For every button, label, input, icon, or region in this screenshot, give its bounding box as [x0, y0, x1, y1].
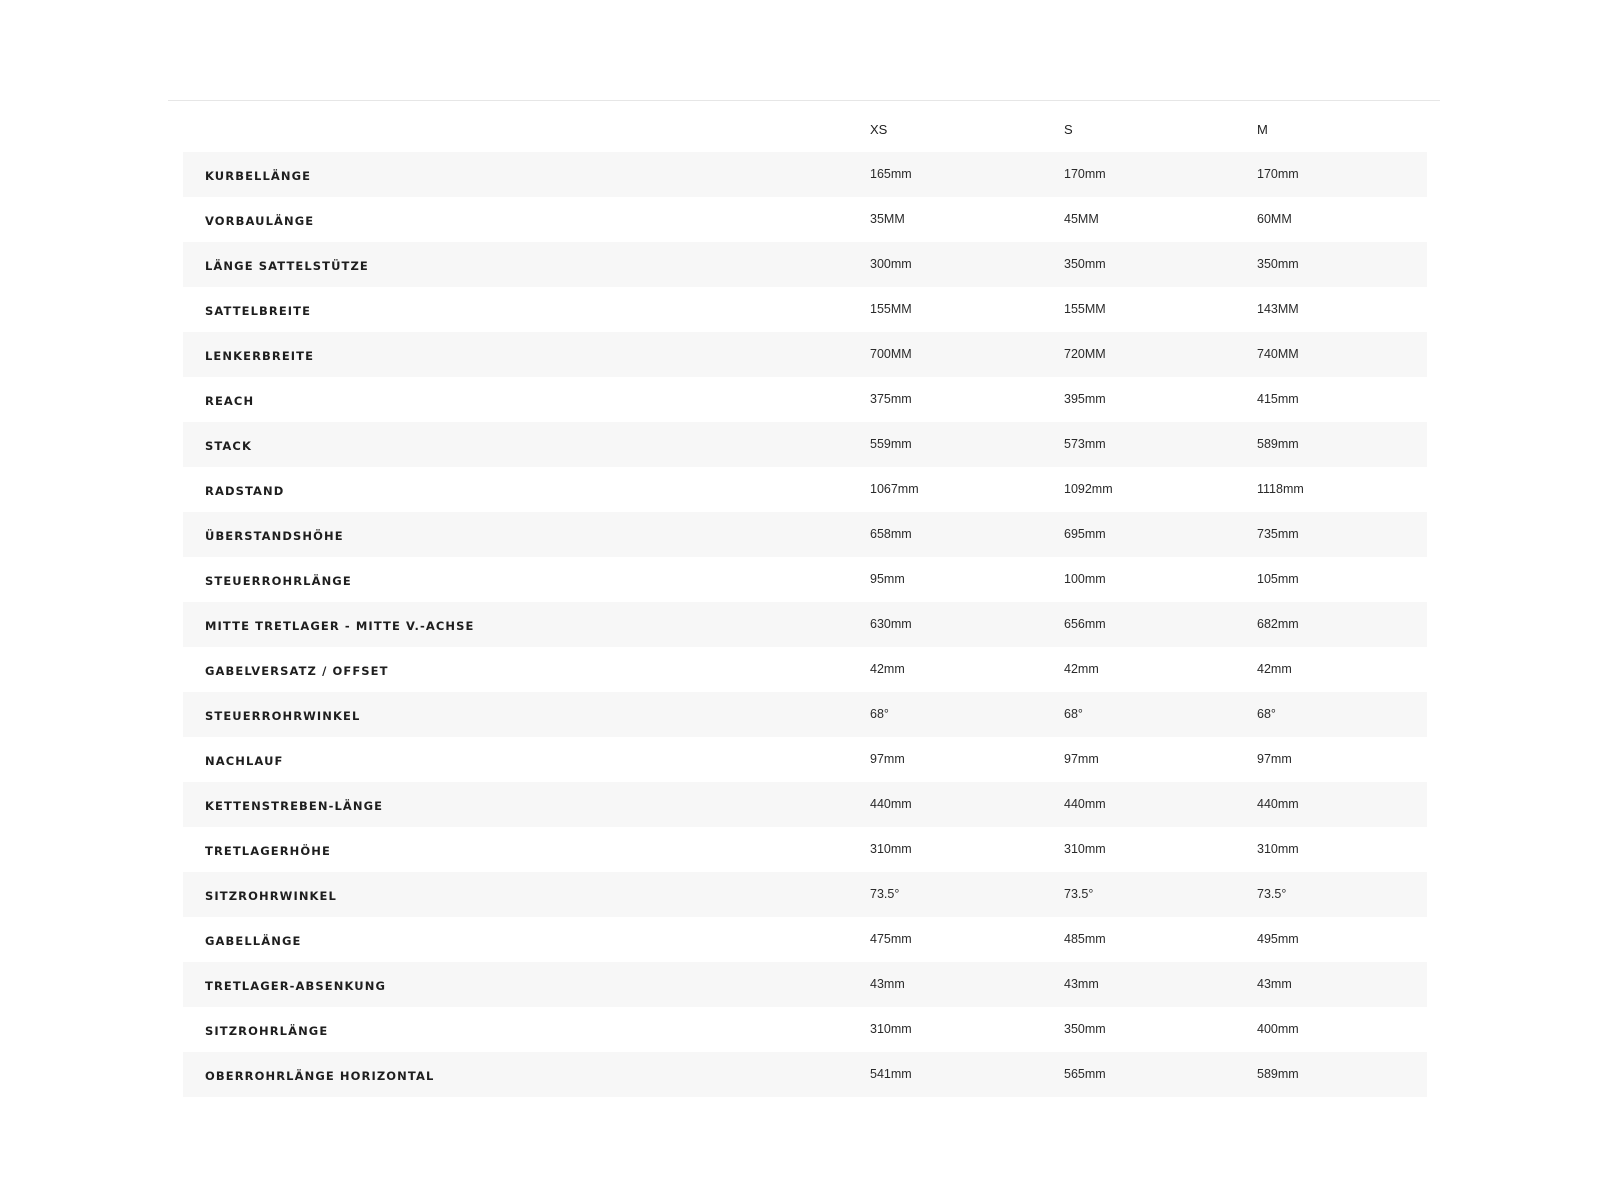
cell-value-xs: 165mm	[870, 167, 912, 181]
cell-value-xs: 541mm	[870, 1067, 912, 1081]
table-row	[183, 467, 1427, 512]
row-label: STEUERROHRWINKEL	[205, 709, 361, 723]
cell-value-s: 100mm	[1064, 572, 1106, 586]
row-label: ÜBERSTANDSHÖHE	[205, 529, 344, 543]
table-row	[183, 782, 1427, 827]
cell-value-xs: 700MM	[870, 347, 912, 361]
cell-value-xs: 658mm	[870, 527, 912, 541]
table-row	[183, 377, 1427, 422]
row-label: LÄNGE SATTELSTÜTZE	[205, 259, 369, 273]
cell-value-m: 1118mm	[1257, 482, 1304, 496]
table-row	[183, 917, 1427, 962]
cell-value-m: 105mm	[1257, 572, 1299, 586]
cell-value-s: 440mm	[1064, 797, 1106, 811]
geometry-table	[183, 108, 1427, 1097]
table-row	[183, 287, 1427, 332]
cell-value-m: 97mm	[1257, 752, 1292, 766]
cell-value-xs: 42mm	[870, 662, 905, 676]
cell-value-xs: 300mm	[870, 257, 912, 271]
cell-value-m: 73.5°	[1257, 887, 1287, 901]
cell-value-m: 170mm	[1257, 167, 1299, 181]
row-label: OBERROHRLÄNGE HORIZONTAL	[205, 1069, 435, 1083]
cell-value-s: 45MM	[1064, 212, 1099, 226]
cell-value-m: 400mm	[1257, 1022, 1299, 1036]
cell-value-xs: 375mm	[870, 392, 912, 406]
row-label: STACK	[205, 439, 252, 453]
table-row	[183, 692, 1427, 737]
cell-value-xs: 1067mm	[870, 482, 919, 496]
cell-value-s: 42mm	[1064, 662, 1099, 676]
cell-value-m: 415mm	[1257, 392, 1299, 406]
table-row	[183, 1007, 1427, 1052]
row-label: NACHLAUF	[205, 754, 284, 768]
cell-value-m: 735mm	[1257, 527, 1299, 541]
table-row	[183, 557, 1427, 602]
cell-value-s: 350mm	[1064, 257, 1106, 271]
row-label: LENKERBREITE	[205, 349, 315, 363]
cell-value-s: 485mm	[1064, 932, 1106, 946]
table-top-divider	[168, 100, 1440, 101]
cell-value-s: 350mm	[1064, 1022, 1106, 1036]
table-row	[183, 872, 1427, 917]
column-header-xs: XS	[870, 122, 888, 137]
cell-value-xs: 630mm	[870, 617, 912, 631]
table-row	[183, 152, 1427, 197]
table-header-row	[183, 108, 1427, 152]
cell-value-xs: 43mm	[870, 977, 905, 991]
cell-value-s: 573mm	[1064, 437, 1106, 451]
table-row	[183, 1052, 1427, 1097]
cell-value-m: 589mm	[1257, 437, 1299, 451]
cell-value-m: 495mm	[1257, 932, 1299, 946]
row-label: TRETLAGER-ABSENKUNG	[205, 979, 386, 993]
row-label: REACH	[205, 394, 255, 408]
row-label: STEUERROHRLÄNGE	[205, 574, 352, 588]
cell-value-s: 1092mm	[1064, 482, 1113, 496]
cell-value-s: 97mm	[1064, 752, 1099, 766]
cell-value-xs: 95mm	[870, 572, 905, 586]
cell-value-m: 682mm	[1257, 617, 1299, 631]
table-row	[183, 647, 1427, 692]
cell-value-xs: 155MM	[870, 302, 912, 316]
row-label: KURBELLÄNGE	[205, 169, 312, 183]
cell-value-xs: 97mm	[870, 752, 905, 766]
cell-value-s: 695mm	[1064, 527, 1106, 541]
cell-value-s: 43mm	[1064, 977, 1099, 991]
cell-value-xs: 35MM	[870, 212, 905, 226]
table-row	[183, 602, 1427, 647]
cell-value-m: 42mm	[1257, 662, 1292, 676]
cell-value-xs: 68°	[870, 707, 889, 721]
cell-value-s: 395mm	[1064, 392, 1106, 406]
table-row	[183, 332, 1427, 377]
row-label: SITZROHRWINKEL	[205, 889, 337, 903]
cell-value-m: 68°	[1257, 707, 1276, 721]
cell-value-xs: 475mm	[870, 932, 912, 946]
row-label: GABELVERSATZ / OFFSET	[205, 664, 389, 678]
cell-value-m: 440mm	[1257, 797, 1299, 811]
cell-value-m: 143MM	[1257, 302, 1299, 316]
table-row	[183, 512, 1427, 557]
cell-value-m: 310mm	[1257, 842, 1299, 856]
cell-value-xs: 73.5°	[870, 887, 900, 901]
table-body	[183, 152, 1427, 1097]
row-label: SITZROHRLÄNGE	[205, 1024, 329, 1038]
table-row	[183, 242, 1427, 287]
cell-value-xs: 559mm	[870, 437, 912, 451]
table-row	[183, 737, 1427, 782]
table-row	[183, 197, 1427, 242]
column-header-s: S	[1064, 122, 1073, 137]
table-row	[183, 422, 1427, 467]
cell-value-s: 68°	[1064, 707, 1083, 721]
cell-value-s: 656mm	[1064, 617, 1106, 631]
cell-value-s: 73.5°	[1064, 887, 1094, 901]
row-label: KETTENSTREBEN-LÄNGE	[205, 799, 384, 813]
cell-value-s: 310mm	[1064, 842, 1106, 856]
row-label: MITTE TRETLAGER - MITTE V.-ACHSE	[205, 619, 475, 633]
row-label: SATTELBREITE	[205, 304, 312, 318]
table-row	[183, 827, 1427, 872]
table-row	[183, 962, 1427, 1007]
cell-value-xs: 310mm	[870, 842, 912, 856]
cell-value-m: 43mm	[1257, 977, 1292, 991]
cell-value-m: 350mm	[1257, 257, 1299, 271]
cell-value-m: 60MM	[1257, 212, 1292, 226]
cell-value-xs: 440mm	[870, 797, 912, 811]
row-label: RADSTAND	[205, 484, 285, 498]
cell-value-m: 740MM	[1257, 347, 1299, 361]
row-label: VORBAULÄNGE	[205, 214, 315, 228]
cell-value-s: 155MM	[1064, 302, 1106, 316]
cell-value-s: 565mm	[1064, 1067, 1106, 1081]
cell-value-s: 170mm	[1064, 167, 1106, 181]
row-label: TRETLAGERHÖHE	[205, 844, 331, 858]
cell-value-m: 589mm	[1257, 1067, 1299, 1081]
row-label: GABELLÄNGE	[205, 934, 302, 948]
column-header-m: M	[1257, 122, 1268, 137]
cell-value-s: 720MM	[1064, 347, 1106, 361]
cell-value-xs: 310mm	[870, 1022, 912, 1036]
